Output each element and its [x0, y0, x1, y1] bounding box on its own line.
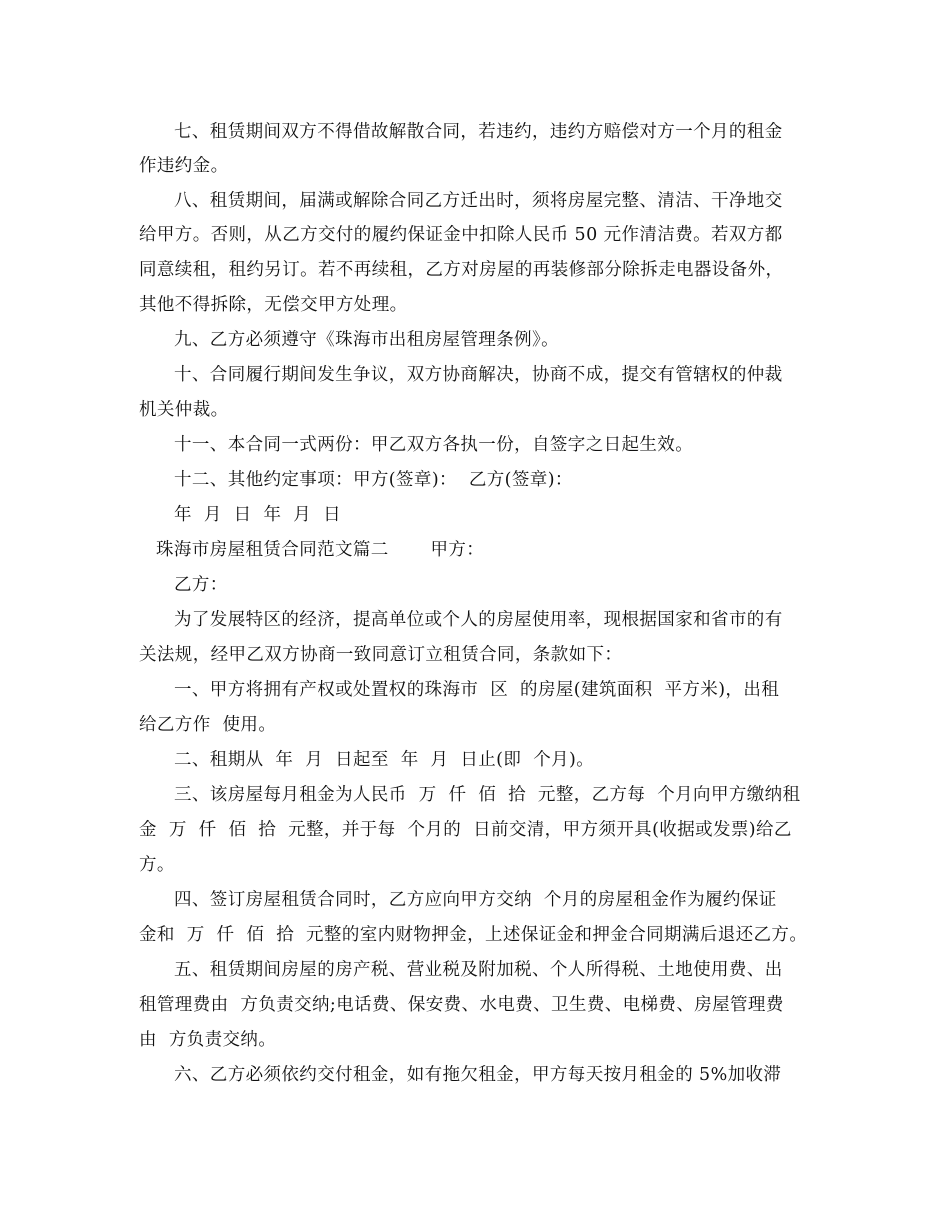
text-line: 租管理费由 方负责交纳;电话费、保安费、水电费、卫生费、电梯费、房屋管理费: [139, 995, 784, 1015]
text-line: 为了发展特区的经济，提高单位或个人的房屋使用率，现根据国家和省市的有: [174, 610, 783, 630]
text-line: 九、乙方必须遵守《珠海市出租房屋管理条例》。: [174, 330, 560, 350]
text-line: 作违约金。: [139, 156, 229, 176]
section-heading: 珠海市房屋租赁合同范文篇二 甲方：: [156, 540, 485, 560]
text-line: 三、该房屋每月租金为人民币 万 仟 佰 拾 元整，乙方每 个月向甲方缴纳租: [174, 785, 801, 805]
text-line: 五、租赁期间房屋的房产税、营业税及附加税、个人所得税、土地使用费、出: [174, 960, 783, 980]
text-line: 二、租期从 年 月 日起至 年 月 日止(即 个月)。: [174, 750, 595, 770]
text-line: 其他不得拆除，无偿交甲方处理。: [139, 295, 408, 315]
text-line: 机关仲裁。: [139, 400, 229, 420]
text-line: 给乙方作 使用。: [139, 715, 277, 735]
text-line: 给甲方。否则，从乙方交付的履约保证金中扣除人民币 50 元作清洁费。若双方都: [139, 225, 783, 245]
text-line: 金和 万 仟 佰 拾 元整的室内财物押金，上述保证金和押金合同期满后退还乙方。: [139, 925, 808, 945]
text-line: 十二、其他约定事项：甲方(签章)： 乙方(签章)：: [174, 470, 573, 490]
text-line: 十、合同履行期间发生争议，双方协商解决，协商不成，提交有管辖权的仲裁: [174, 365, 783, 385]
text-line: 同意续租，租约另订。若不再续租，乙方对房屋的再装修部分除拆走电器设备外，: [139, 260, 784, 280]
text-line: 年 月 日 年 月 日: [174, 505, 342, 525]
text-line: 四、签订房屋租赁合同时，乙方应向甲方交纳 个月的房屋租金作为履约保证: [174, 890, 777, 910]
text-line: 关法规，经甲乙双方协商一致同意订立租赁合同，条款如下：: [139, 645, 623, 665]
text-line: 一、甲方将拥有产权或处置权的珠海市 区 的房屋(建筑面积 平方米)，出租: [174, 680, 780, 700]
text-line: 七、租赁期间双方不得借故解散合同，若违约，违约方赔偿对方一个月的租金: [174, 122, 783, 142]
text-line: 由 方负责交纳。: [139, 1030, 277, 1050]
text-line: 方。: [139, 855, 175, 875]
text-line: 乙方：: [174, 575, 228, 595]
text-line: 金 万 仟 佰 拾 元整，并于每 个月的 日前交清，甲方须开具(收据或发票)给乙: [139, 820, 792, 840]
text-line: 八、租赁期间，届满或解除合同乙方迁出时，须将房屋完整、清洁、干净地交: [174, 191, 783, 211]
text-line: 六、乙方必须依约交付租金，如有拖欠租金，甲方每天按月租金的 5%加收滞: [174, 1065, 782, 1085]
text-line: 十一、本合同一式两份：甲乙双方各执一份，自签字之日起生效。: [174, 435, 694, 455]
